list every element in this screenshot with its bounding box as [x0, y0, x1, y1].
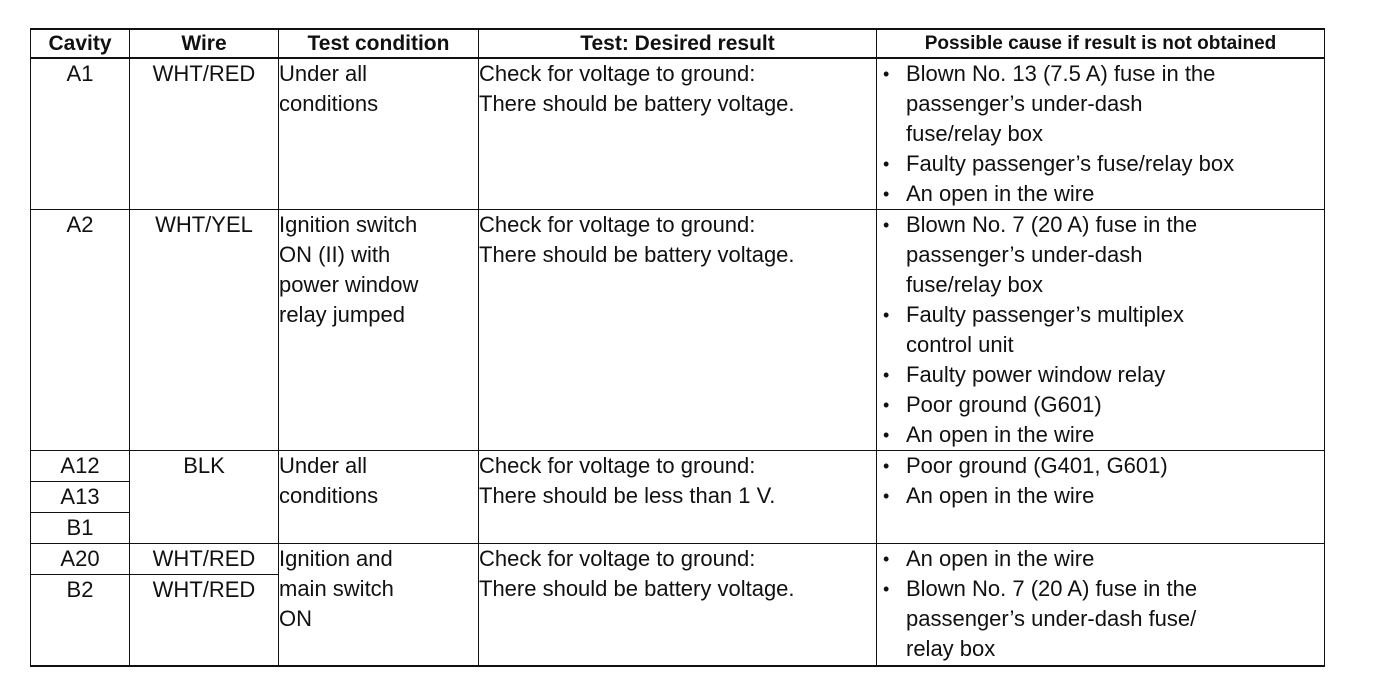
condition-line: power window	[279, 272, 419, 297]
condition-line: ON	[279, 606, 312, 631]
cause-line: fuse/relay box	[906, 272, 1043, 297]
cause-item	[877, 544, 1324, 574]
result-cell	[479, 544, 877, 667]
cause-line: passenger’s under-dash	[906, 242, 1143, 267]
condition-line: Under all	[279, 453, 368, 478]
cause-item	[877, 420, 1324, 450]
result-line: There should be battery voltage.	[479, 576, 795, 601]
wire-cell: WHT/RED	[130, 575, 279, 667]
bullet-icon: •	[883, 184, 890, 204]
cause-line: An open in the wire	[906, 422, 1095, 447]
condition-line: conditions	[279, 91, 379, 116]
wire-cell: BLK	[130, 451, 279, 544]
bullet-icon: •	[883, 305, 890, 325]
cavity-cell: A1	[31, 58, 130, 210]
result-line: There should be battery voltage.	[479, 91, 795, 116]
cause-line: Faulty power window relay	[906, 362, 1166, 387]
header-possible-cause: Possible cause if result is not obtained	[877, 29, 1325, 58]
cause-item	[877, 481, 1324, 511]
cause-line: passenger’s under-dash fuse/	[906, 606, 1197, 631]
cause-line: An open in the wire	[906, 181, 1095, 206]
cause-line: Faulty passenger’s fuse/relay box	[906, 151, 1235, 176]
bullet-icon: •	[883, 395, 890, 415]
cavity-cell: B1	[31, 513, 130, 544]
cause-cell	[877, 210, 1325, 451]
cause-item	[877, 360, 1324, 390]
table-row	[31, 451, 1325, 482]
condition-line: Ignition switch	[279, 212, 418, 237]
cause-cell	[877, 544, 1325, 667]
cause-cell	[877, 451, 1325, 544]
wire-cell: WHT/YEL	[130, 210, 279, 451]
cause-line: Faulty passenger’s multiplex	[906, 302, 1184, 327]
cause-item	[877, 59, 1324, 149]
cause-item	[877, 390, 1324, 420]
condition-line: relay jumped	[279, 302, 405, 327]
cause-item	[877, 179, 1324, 209]
header-cavity: Cavity	[31, 29, 130, 58]
cause-item	[877, 210, 1324, 300]
wire-cell: WHT/RED	[130, 544, 279, 575]
table-row	[31, 58, 1325, 210]
condition-cell	[279, 451, 479, 544]
condition-line: Ignition and	[279, 546, 393, 571]
condition-line: conditions	[279, 483, 379, 508]
cavity-cell: A12	[31, 451, 130, 482]
result-line: Check for voltage to ground:	[479, 546, 756, 571]
cause-cell	[877, 58, 1325, 210]
wire-cell: WHT/RED	[130, 58, 279, 210]
result-cell	[479, 210, 877, 451]
result-line: There should be battery voltage.	[479, 242, 795, 267]
cause-item	[877, 300, 1324, 360]
cause-line: control unit	[906, 332, 1014, 357]
bullet-icon: •	[883, 425, 890, 445]
header-wire: Wire	[130, 29, 279, 58]
cause-item	[877, 574, 1324, 664]
cause-line: An open in the wire	[906, 546, 1095, 571]
diagnostic-table	[30, 28, 1325, 667]
condition-cell	[279, 544, 479, 667]
condition-line: ON (II) with	[279, 242, 391, 267]
condition-line: Under all	[279, 61, 368, 86]
header-row	[31, 29, 1325, 58]
result-line: Check for voltage to ground:	[479, 212, 756, 237]
bullet-icon: •	[883, 215, 890, 235]
cause-line: relay box	[906, 636, 996, 661]
table-row	[31, 544, 1325, 575]
table-row	[31, 210, 1325, 451]
cause-list	[877, 544, 1324, 664]
cavity-cell: A20	[31, 544, 130, 575]
cause-line: fuse/relay box	[906, 121, 1043, 146]
header-desired-result: Test: Desired result	[479, 29, 877, 58]
cause-item	[877, 149, 1324, 179]
condition-cell	[279, 210, 479, 451]
result-line: There should be less than 1 V.	[479, 483, 776, 508]
cause-list	[877, 451, 1324, 511]
cause-line: Poor ground (G601)	[906, 392, 1102, 417]
condition-line: main switch	[279, 576, 394, 601]
cause-line: Blown No. 13 (7.5 A) fuse in the	[906, 61, 1216, 86]
result-line: Check for voltage to ground:	[479, 453, 756, 478]
cause-line: Blown No. 7 (20 A) fuse in the	[906, 212, 1198, 237]
header-test-condition: Test condition	[279, 29, 479, 58]
bullet-icon: •	[883, 64, 890, 84]
bullet-icon: •	[883, 579, 890, 599]
cavity-cell: A2	[31, 210, 130, 451]
bullet-icon: •	[883, 456, 890, 476]
cavity-cell: A13	[31, 482, 130, 513]
cause-item	[877, 451, 1324, 481]
bullet-icon: •	[883, 486, 890, 506]
cause-list	[877, 59, 1324, 209]
bullet-icon: •	[883, 365, 890, 385]
cavity-cell: B2	[31, 575, 130, 667]
cause-line: passenger’s under-dash	[906, 91, 1143, 116]
result-cell	[479, 58, 877, 210]
cause-line: Blown No. 7 (20 A) fuse in the	[906, 576, 1198, 601]
result-line: Check for voltage to ground:	[479, 61, 756, 86]
bullet-icon: •	[883, 154, 890, 174]
result-cell	[479, 451, 877, 544]
cause-line: An open in the wire	[906, 483, 1095, 508]
bullet-icon: •	[883, 549, 890, 569]
cause-list	[877, 210, 1324, 450]
cause-line: Poor ground (G401, G601)	[906, 453, 1168, 478]
condition-cell	[279, 58, 479, 210]
